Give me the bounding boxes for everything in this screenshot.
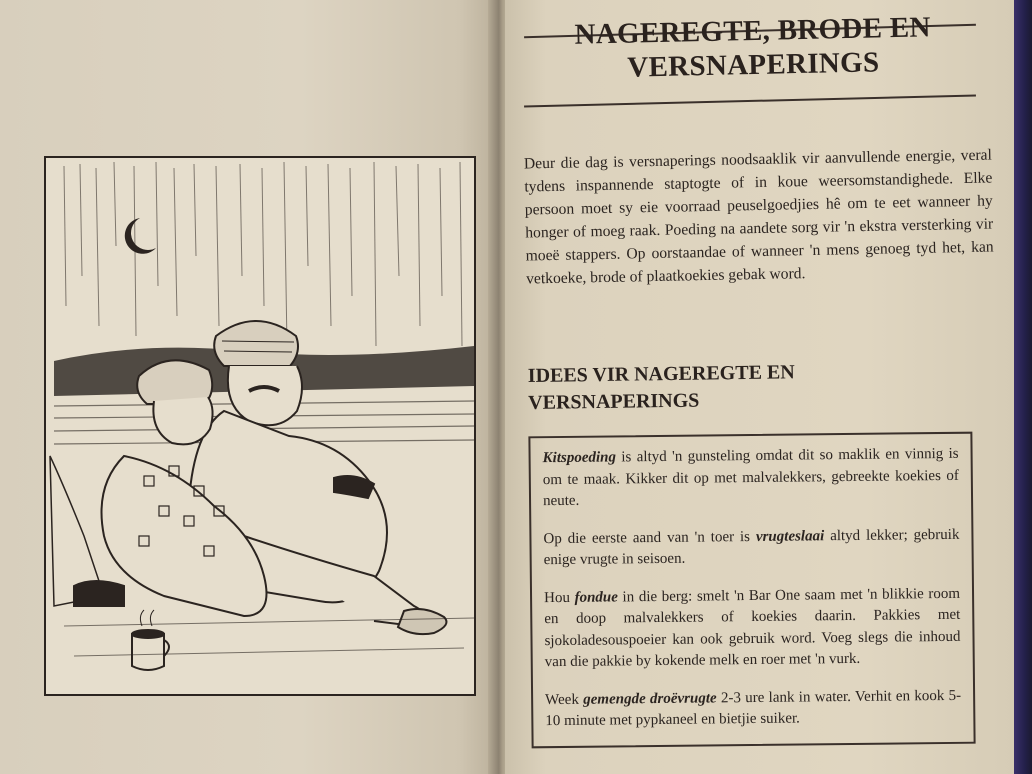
ideas-box bbox=[528, 432, 975, 749]
idea-paragraph bbox=[544, 583, 961, 673]
idea-text-before: Week bbox=[545, 691, 584, 708]
chapter-title bbox=[527, 9, 978, 86]
idea-text-after: 2-3 ure lank in water. Verhit en kook 5-10 minute met pypkaneel en bietjie suiker. bbox=[545, 687, 962, 730]
section-heading bbox=[528, 357, 959, 417]
intro-paragraph: Deur die dag is versnaperings noodsaaklik vir aanvullende energie, veral tydens inspannende staptogte of in koue weersomstandighede. Elke persoon moet sy eie voorraad peuselgoedjies hê om te eet wanneer hy honger of moeg raak. Poeding na aandete sorg vir 'n ekstra versterking vir moeë stappers. Op oorstaandae of wanneer 'n mens genoeg tyd het, kan vetkoeke, brode of plaatkoekies gebak word. bbox=[523, 146, 994, 288]
idea-text-before: Hou bbox=[543, 589, 575, 606]
idea-term: gemengde droëvrugte bbox=[583, 689, 717, 708]
idea-paragraph bbox=[545, 685, 961, 732]
chapter-title-line2: VERSNAPERINGS bbox=[627, 46, 880, 84]
section-heading-line1: IDEES VIR NAGEREGTE EN bbox=[527, 361, 795, 388]
hikers-illustration bbox=[44, 156, 476, 696]
chapter-title-line1: NAGEREGTE, BRODE EN bbox=[574, 11, 932, 51]
idea-paragraph bbox=[543, 524, 959, 571]
idea-paragraph bbox=[543, 444, 960, 513]
idea-term: fondue bbox=[574, 588, 618, 606]
idea-text-after: is altyd 'n gunsteling omdat dit so maklik en vinnig is om te maak. Kikker dit op met malvalekkers, gebreekte koekies of neute. bbox=[542, 445, 959, 510]
left-page bbox=[0, 0, 500, 774]
section-heading-line2: VERSNAPERINGS bbox=[528, 389, 700, 414]
idea-text-after: in die berg: smelt 'n Bar One saam met 'n blikkie room en doop malvalekkers of koekies daarin. Pakkies met sjokoladesouspoeier kan ook gebruik word. Voeg slegs die inhoud van die pakkie by kokende melk en roer met 'n vurk. bbox=[544, 585, 961, 671]
idea-text-before: Op die eerste aand van 'n toer is bbox=[543, 528, 756, 547]
idea-term: Kitspoeding bbox=[542, 449, 617, 467]
idea-term: vrugteslaai bbox=[755, 527, 825, 545]
book-cover-edge bbox=[1014, 0, 1032, 774]
idea-text-after: altyd lekker; gebruik enige vrugte in seisoen. bbox=[543, 526, 960, 569]
